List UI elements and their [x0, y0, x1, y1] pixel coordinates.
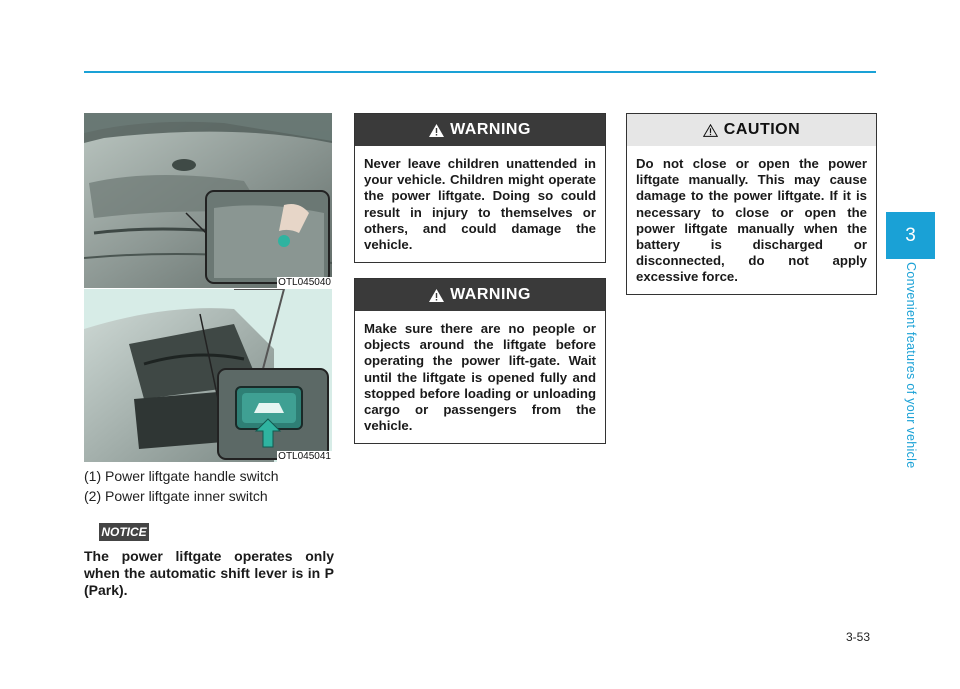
chapter-number: 3	[905, 224, 916, 246]
warning-header	[355, 279, 605, 311]
liftgate-inner-switch-photo	[84, 289, 332, 462]
figure-liftgate-handle-switch	[84, 113, 332, 288]
warning-triangle-icon	[429, 289, 444, 302]
warning-box-liftgate-area	[354, 278, 606, 444]
chapter-title-vertical	[900, 262, 920, 492]
header-rule	[84, 71, 876, 73]
warning-header	[355, 114, 605, 146]
warning-text: Never leave children unattended in your vehicle. Children might operate the power liftgate. Doing so could result in injury to themselves or others, and could damage the vehicle.	[364, 156, 596, 253]
chapter-title: Convenient features of your vehicle	[904, 262, 918, 469]
caution-title: CAUTION	[723, 121, 801, 138]
warning-box-children	[354, 113, 606, 263]
notice-badge: NOTICE	[99, 523, 149, 541]
caution-text: Do not close or open the power liftgate manually. This may cause damage to the power liftgate. If it is necessary to close or open the power liftgate manually when the battery is discharged or disconnected, do not apply excessive force.	[636, 156, 867, 285]
figure-code: OTL045040	[278, 277, 331, 288]
notice-text: The power liftgate operates only when the automatic shift lever is in P (Park).	[84, 548, 334, 598]
figure-liftgate-inner-switch	[84, 289, 332, 462]
caption-handle-switch: (1) Power liftgate handle switch	[84, 468, 279, 484]
page-number: 3-53	[846, 630, 871, 644]
warning-text: Make sure there are no people or objects around the liftgate before operating the power lift-gate. Wait until the liftgate is opened fully and stopped before loading or unloading cargo or passengers from the vehicle.	[364, 321, 596, 434]
caption-inner-switch: (2) Power liftgate inner switch	[84, 488, 268, 504]
caution-triangle-icon	[703, 124, 718, 137]
warning-triangle-icon	[429, 124, 444, 137]
caution-box	[626, 113, 877, 295]
chapter-tab	[886, 212, 935, 259]
caution-header	[627, 114, 876, 146]
warning-title: WARNING	[450, 121, 531, 138]
figure-code: OTL045041	[278, 451, 331, 462]
liftgate-handle-switch-photo	[84, 113, 332, 288]
warning-title: WARNING	[450, 286, 531, 303]
